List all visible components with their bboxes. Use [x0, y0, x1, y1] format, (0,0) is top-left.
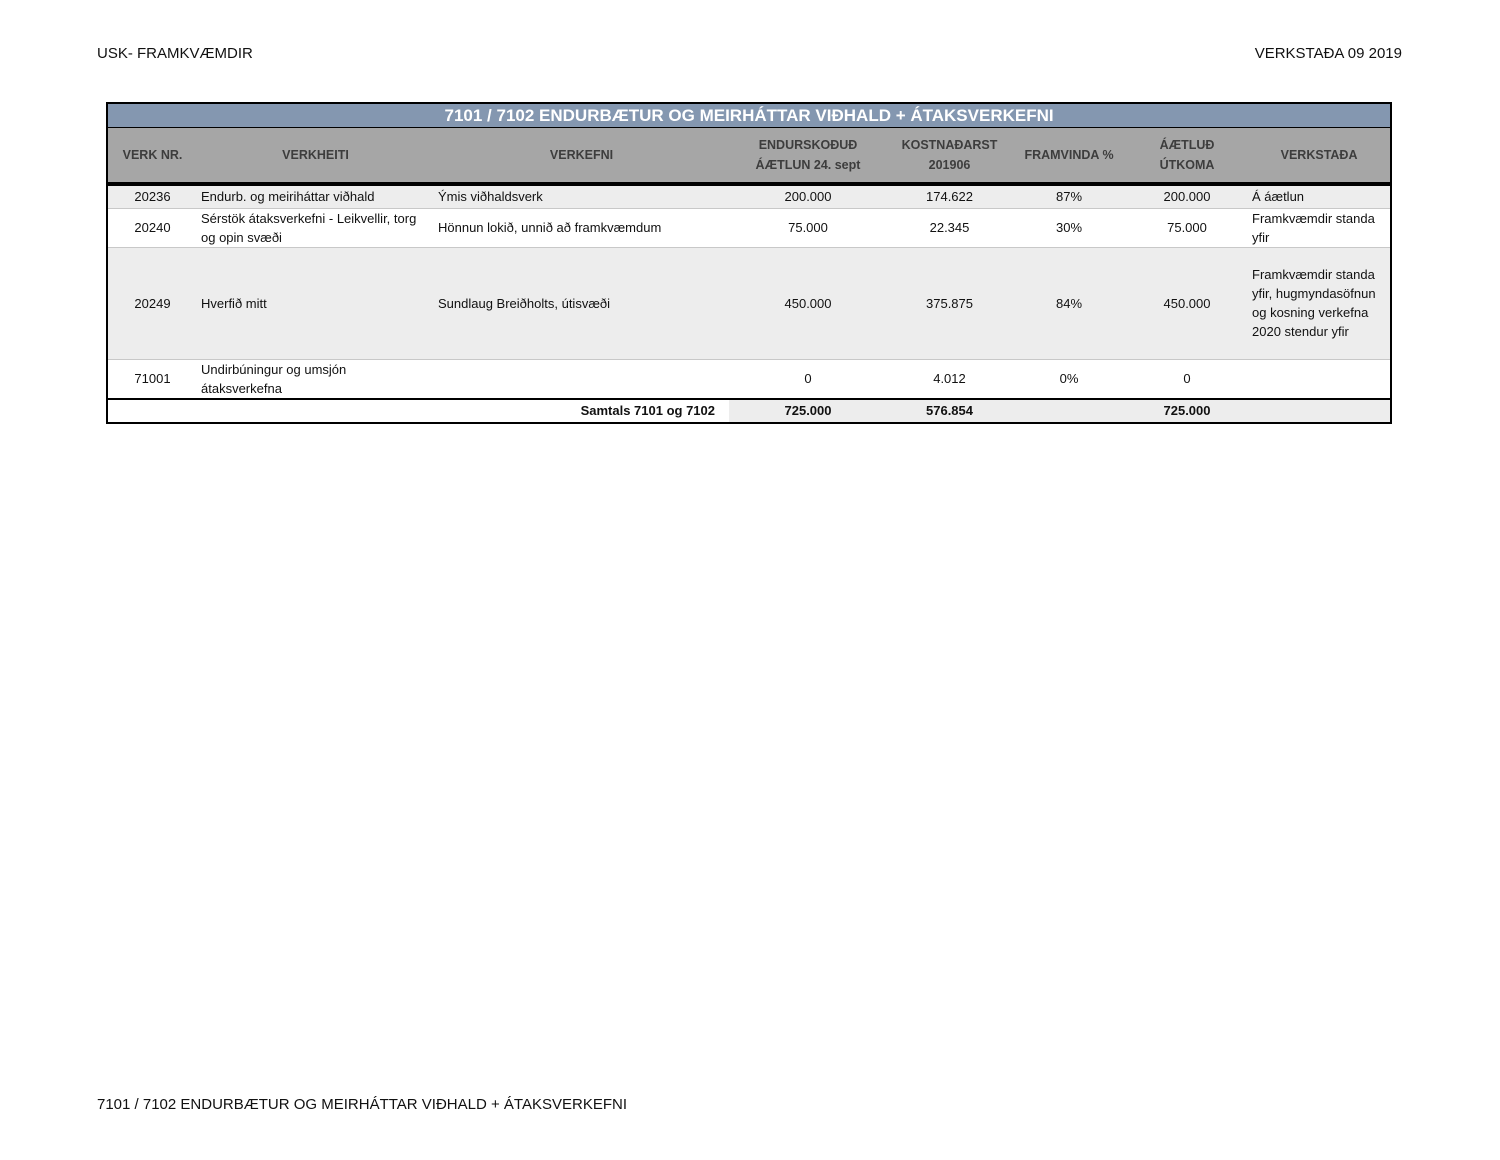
cell-verkstada [1248, 359, 1390, 399]
table-row [108, 208, 1390, 247]
table-row [108, 184, 1390, 208]
page-header-right: VERKSTAÐA 09 2019 [1254, 45, 1402, 62]
cell-verk-nr: 71001 [108, 359, 197, 399]
cell-utkoma: 0 [1126, 359, 1248, 399]
col-utkoma-line2: ÚTKOMA [1159, 158, 1215, 172]
cell-utkoma: 450.000 [1126, 247, 1248, 359]
cell-verkstada: Á áætlun [1248, 184, 1390, 208]
total-framvinda [1012, 399, 1126, 422]
cell-aaetlun: 0 [729, 359, 887, 399]
cell-verk-nr: 20240 [108, 208, 197, 247]
col-kostnadur-line1: KOSTNAÐARST [901, 138, 998, 152]
cell-kostnadur: 22.345 [887, 208, 1012, 247]
col-aaetlun [729, 128, 887, 185]
col-verk-nr: VERK NR. [108, 128, 197, 185]
col-framvinda: FRAMVINDA % [1012, 128, 1126, 185]
cell-verkstada: Framkvæmdir standa yfir [1248, 208, 1390, 247]
total-label: Samtals 7101 og 7102 [580, 403, 715, 418]
cell-verkheiti: Endurb. og meiriháttar viðhald [197, 184, 434, 208]
total-verkstada [1248, 399, 1390, 422]
project-status-table [106, 102, 1392, 424]
cell-aaetlun: 200.000 [729, 184, 887, 208]
cell-verkefni: Ýmis viðhaldsverk [434, 184, 729, 208]
cell-kostnadur: 4.012 [887, 359, 1012, 399]
cell-aaetlun: 75.000 [729, 208, 887, 247]
cell-framvinda: 0% [1012, 359, 1126, 399]
cell-verkefni: Hönnun lokið, unnið að framkvæmdum [434, 208, 729, 247]
cell-aaetlun: 450.000 [729, 247, 887, 359]
cell-verk-nr: 20249 [108, 247, 197, 359]
cell-verkstada: Framkvæmdir standa yfir, hugmyndasöfnun og kosning verkefna 2020 stendur yfir [1248, 247, 1390, 359]
cell-verkheiti: Hverfið mitt [197, 247, 434, 359]
table-title: 7101 / 7102 ENDURBÆTUR OG MEIRHÁTTAR VIÐHALD + ÁTAKSVERKEFNI [108, 104, 1390, 128]
table-row [108, 359, 1390, 399]
total-utkoma: 725.000 [1126, 399, 1248, 422]
table-row [108, 247, 1390, 359]
cell-verkefni: Sundlaug Breiðholts, útisvæði [434, 247, 729, 359]
total-aaetlun: 725.000 [729, 399, 887, 422]
column-header-row [108, 128, 1390, 185]
cell-kostnadur: 375.875 [887, 247, 1012, 359]
col-kostnadur-line2: 201906 [928, 158, 971, 172]
col-utkoma-line1: ÁÆTLUÐ [1159, 138, 1215, 152]
col-aaetlun-line1: ENDURSKOÐUÐ [758, 138, 858, 152]
cell-utkoma: 75.000 [1126, 208, 1248, 247]
page-footer: 7101 / 7102 ENDURBÆTUR OG MEIRHÁTTAR VIÐHALD + ÁTAKSVERKEFNI [97, 1096, 627, 1113]
cell-verk-nr: 20236 [108, 184, 197, 208]
col-kostnadur [887, 128, 1012, 185]
total-kostnadur: 576.854 [887, 399, 1012, 422]
cell-verkefni [434, 359, 729, 399]
total-row [108, 399, 1390, 422]
cell-verkheiti: Sérstök átaksverkefni - Leikvellir, torg og opin svæði [197, 208, 434, 247]
cell-framvinda: 84% [1012, 247, 1126, 359]
col-utkoma [1126, 128, 1248, 185]
cell-verkheiti: Undirbúningur og umsjón átaksverkefna [197, 359, 434, 399]
col-verkefni: VERKEFNI [434, 128, 729, 185]
cell-framvinda: 30% [1012, 208, 1126, 247]
cell-framvinda: 87% [1012, 184, 1126, 208]
cell-kostnadur: 174.622 [887, 184, 1012, 208]
col-verkstada: VERKSTAÐA [1248, 128, 1390, 185]
col-verkheiti: VERKHEITI [197, 128, 434, 185]
col-aaetlun-line2: ÁÆTLUN 24. sept [755, 158, 861, 172]
cell-utkoma: 200.000 [1126, 184, 1248, 208]
page-header-left: USK- FRAMKVÆMDIR [97, 45, 253, 62]
table-title-row [108, 104, 1390, 128]
